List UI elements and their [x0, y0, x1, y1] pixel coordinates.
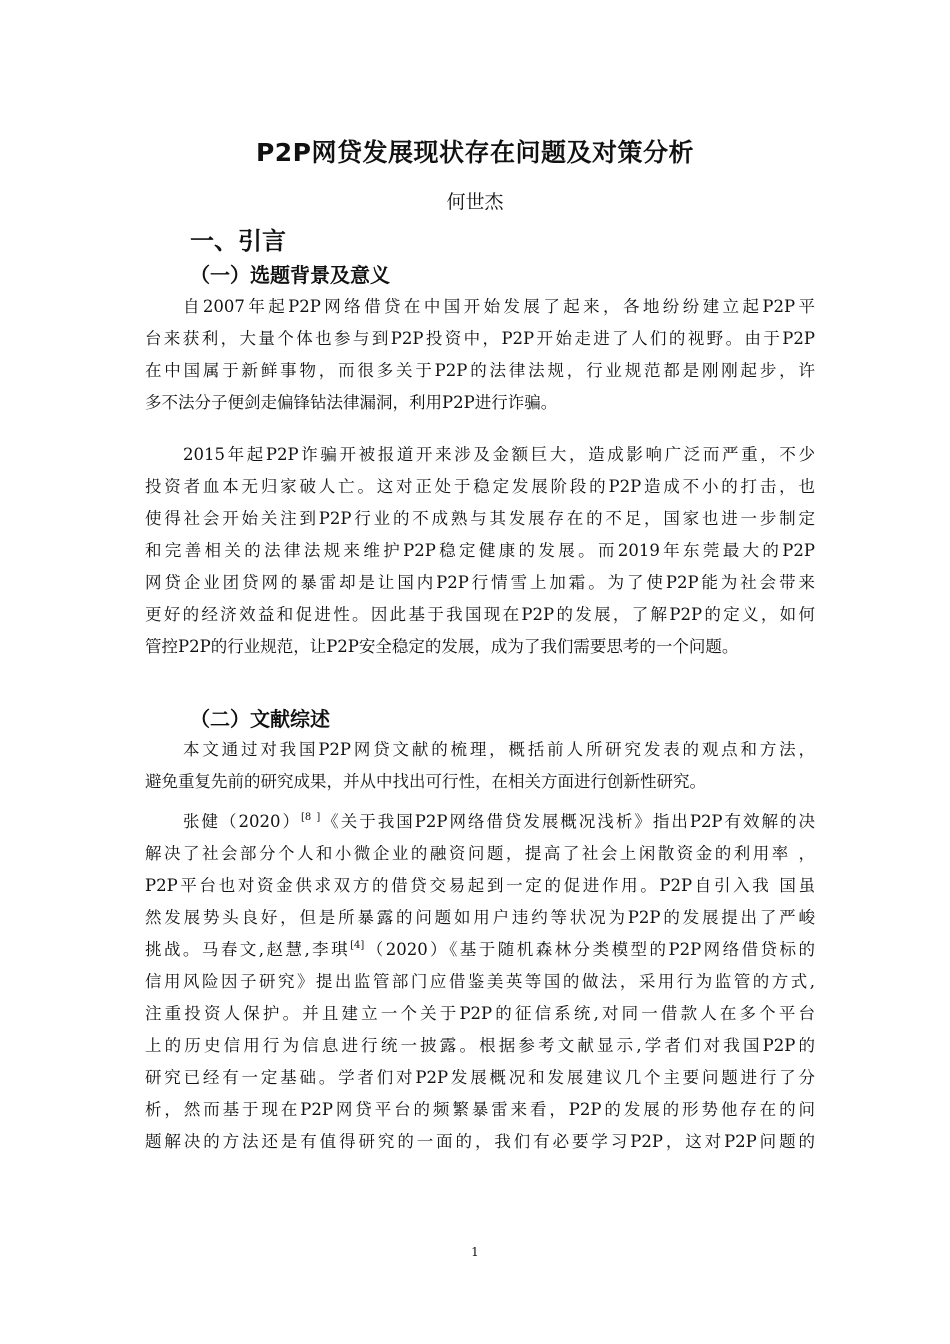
paragraph-background-1	[145, 291, 815, 419]
paragraph-literature-1	[145, 734, 815, 798]
text-line: 网贷企业团贷网的暴雷却是让国内P2P行情雪上加霜。为了使P2P能为社会带来	[145, 573, 815, 592]
citation-author: 张健（2020）	[183, 812, 301, 831]
citation-text: 《关于我国P2P网络借贷发展概况浅析》指出P2P有效解的决	[320, 812, 815, 831]
reference-marker: [8 ]	[300, 812, 321, 823]
subsection-heading-background: （一）选题背景及意义	[190, 263, 390, 287]
paragraph-literature-2	[145, 806, 815, 1158]
text-line	[145, 806, 815, 838]
document-title: P2P网贷发展现状存在问题及对策分析	[255, 138, 695, 167]
subsection-heading-literature-review: （二）文献综述	[190, 707, 330, 731]
text-line: 和完善相关的法律法规来维护P2P稳定健康的发展。而2019年东莞最大的P2P	[145, 541, 815, 560]
text-line: 更好的经济效益和促进性。因此基于我国现在P2P的发展，了解P2P的定义，如何	[145, 605, 815, 624]
author-name: 何世杰	[446, 191, 504, 213]
text-line: P2P平台也对资金供求双方的借贷交易起到一定的促进作用。P2P自引入我 国虽	[145, 876, 815, 895]
text-line: 2015年起P2P诈骗开被报道开来涉及金额巨大，造成影响广泛而严重，不少	[183, 445, 815, 464]
text-line: 解决了社会部分个人和小微企业的融资问题，提高了社会上闲散资金的利用率 ，	[145, 844, 815, 863]
reference-marker: [4]	[350, 940, 365, 951]
text-line	[145, 934, 815, 966]
paragraph-background-2	[145, 439, 815, 663]
text-line: 多不法分子便剑走偏锋钻法律漏洞，利用P2P进行诈骗。	[145, 393, 558, 412]
text-line: 使得社会开始关注到P2P行业的不成熟与其发展存在的不足，国家也进一步制定	[145, 509, 815, 528]
citation-author: 挑战。马春文,赵慧,李琪	[145, 940, 351, 959]
text-line: 台来获利，大量个体也参与到P2P投资中，P2P开始走进了人们的视野。由于P2P	[145, 329, 815, 348]
text-line: 析，然而基于现在P2P网贷平台的频繁暴雷来看，P2P的发展的形势他存在的问	[145, 1100, 815, 1119]
text-line: 管控P2P的行业规范，让P2P安全稳定的发展，成为了我们需要思考的一个问题。	[145, 637, 739, 656]
text-line: 避免重复先前的研究成果，并从中找出可行性，在相关方面进行创新性研究。	[145, 772, 706, 791]
text-line: 然发展势头良好，但是所暴露的问题如用户违约等状况为P2P的发展提出了严峻	[145, 908, 815, 927]
page-number: 1	[471, 1245, 479, 1259]
text-line: 信用风险因子研究》提出监管部门应借鉴美英等国的做法，采用行为监管的方式,	[145, 972, 815, 991]
text-line: 本文通过对我国P2P网贷文献的梳理，概括前人所研究发表的观点和方法，	[183, 740, 815, 759]
text-line: 投资者血本无归家破人亡。这对正处于稳定发展阶段的P2P造成不小的打击，也	[145, 477, 815, 496]
section-heading-introduction: 一、引言	[190, 227, 286, 255]
text-line: 注重投资人保护。并且建立一个关于P2P的征信系统,对同一借款人在多个平台	[145, 1004, 815, 1023]
citation-text: （2020）《基于随机森林分类模型的P2P网络借贷标的	[364, 940, 815, 959]
text-line: 上的历史信用行为信息进行统一披露。根据参考文献显示,学者们对我国P2P的	[145, 1036, 815, 1055]
text-line: 在中国属于新鲜事物，而很多关于P2P的法律法规，行业规范都是刚刚起步，许	[145, 361, 815, 380]
text-line: 自2007年起P2P网络借贷在中国开始发展了起来，各地纷纷建立起P2P平	[183, 297, 815, 316]
text-line: 研究已经有一定基础。学者们对P2P发展概况和发展建议几个主要问题进行了分	[145, 1068, 815, 1087]
text-line: 题解决的方法还是有值得研究的一面的，我们有必要学习P2P，这对P2P问题的	[145, 1132, 815, 1151]
